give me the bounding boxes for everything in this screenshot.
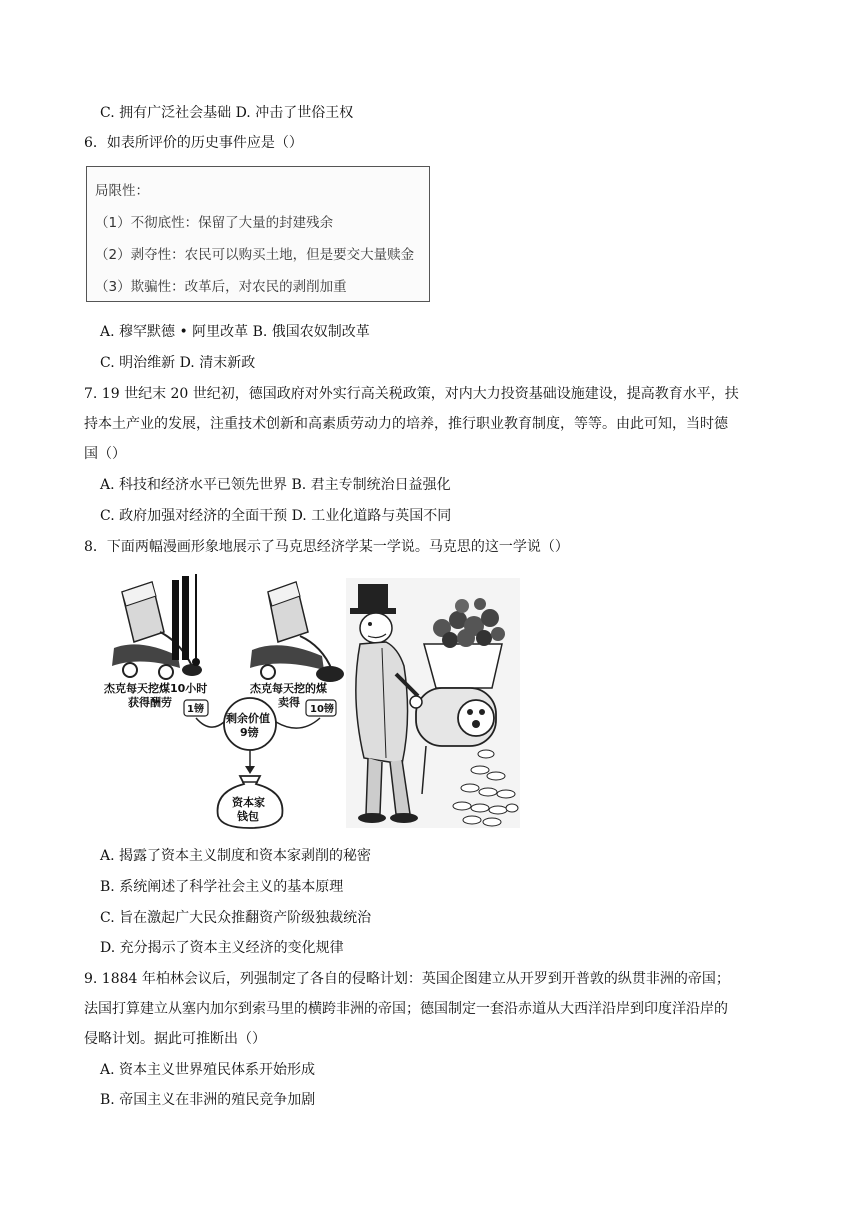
q8-option-a: A. 揭露了资本主义制度和资本家剥削的秘密 — [100, 848, 372, 864]
q6-table-row-3: （3）欺骗性：改革后，对农民的剥削加重 — [95, 279, 347, 295]
q6-options-cd: C. 明治维新 D. 清末新政 — [100, 355, 256, 371]
q8-option-d: D. 充分揭示了资本主义经济的变化规律 — [100, 940, 344, 956]
q7-stem-line-1: 7. 19 世纪末 20 世纪初，德国政府对外实行高关税政策，对内大力投资基础设施建设，提高教育水平，扶 — [84, 386, 739, 402]
q7-stem-line-3: 国（） — [84, 446, 126, 462]
q9-stem-line-1: 9. 1884 年柏林会议后，列强制定了各自的侵略计划：英国企图建立从开罗到开普敦的纵贯非洲的帝国； — [84, 971, 730, 987]
surplus-value-cartoon — [100, 572, 345, 830]
q6-table-title: 局限性： — [95, 183, 149, 199]
tag-left-label: 1镑 — [187, 704, 204, 715]
surplus-line-1: 剩余价值 — [226, 712, 270, 725]
caption-1-line-2: 获得酬劳 — [128, 696, 172, 709]
q9-stem-line-3: 侵略计划。据此可推断出（） — [84, 1031, 266, 1047]
caption-2-line-1: 杰克每天挖的煤 — [250, 682, 327, 695]
caption-1-line-1: 杰克每天挖煤10小时 — [104, 682, 208, 695]
bag-line-2: 钱包 — [237, 810, 259, 823]
coal-cart-2-icon — [250, 582, 344, 682]
q8-option-b: B. 系统阐述了科学社会主义的基本原理 — [100, 879, 344, 895]
capitalist-coat — [356, 642, 408, 764]
q7-options-cd: C. 政府加强对经济的全面干预 D. 工业化道路与英国不同 — [100, 508, 452, 524]
miner-figure-icon — [172, 574, 200, 666]
q6-table-row-2: （2）剥夺性：农民可以购买土地，但是要交大量赎金 — [95, 247, 415, 263]
capitalist-head — [360, 613, 392, 643]
bag-line-1: 资本家 — [232, 796, 265, 809]
tag-right-label: 10镑 — [310, 704, 334, 715]
q8-option-c: C. 旨在激起广大民众推翻资产阶级独裁统治 — [100, 910, 372, 926]
q7-stem-line-2: 持本土产业的发展，注重技术创新和高素质劳动力的培养，推行职业教育制度，等等。由此可知，当时德 — [84, 416, 728, 432]
q9-option-a: A. 资本主义世界殖民体系开始形成 — [100, 1062, 316, 1078]
q6-stem: 6．如表所评价的历史事件应是（） — [84, 135, 303, 151]
q6-table-row-1: （1）不彻底性：保留了大量的封建残余 — [95, 215, 334, 231]
q8-stem: 8．下面两幅漫画形象地展示了马克思经济学某一学说。马克思的这一学说（） — [84, 539, 569, 555]
q5-options-cd: C. 拥有广泛社会基础 D. 冲击了世俗王权 — [100, 105, 354, 121]
caption-2-line-2: 卖得 — [278, 696, 300, 709]
q9-option-b: B. 帝国主义在非洲的殖民竞争加剧 — [100, 1092, 316, 1108]
q7-options-ab: A. 科技和经济水平已领先世界 B. 君主专制统治日益强化 — [100, 477, 451, 493]
q9-stem-line-2: 法国打算建立从塞内加尔到索马里的横跨非洲的帝国；德国制定一套沿赤道从大西洋沿岸到印度洋沿岸的 — [84, 1001, 728, 1017]
q6-table — [86, 166, 430, 302]
q6-options-ab: A. 穆罕默德 • 阿里改革 B. 俄国农奴制改革 — [100, 324, 370, 340]
capitalist-grinder-cartoon — [346, 578, 520, 828]
surplus-line-2: 9镑 — [240, 726, 259, 739]
